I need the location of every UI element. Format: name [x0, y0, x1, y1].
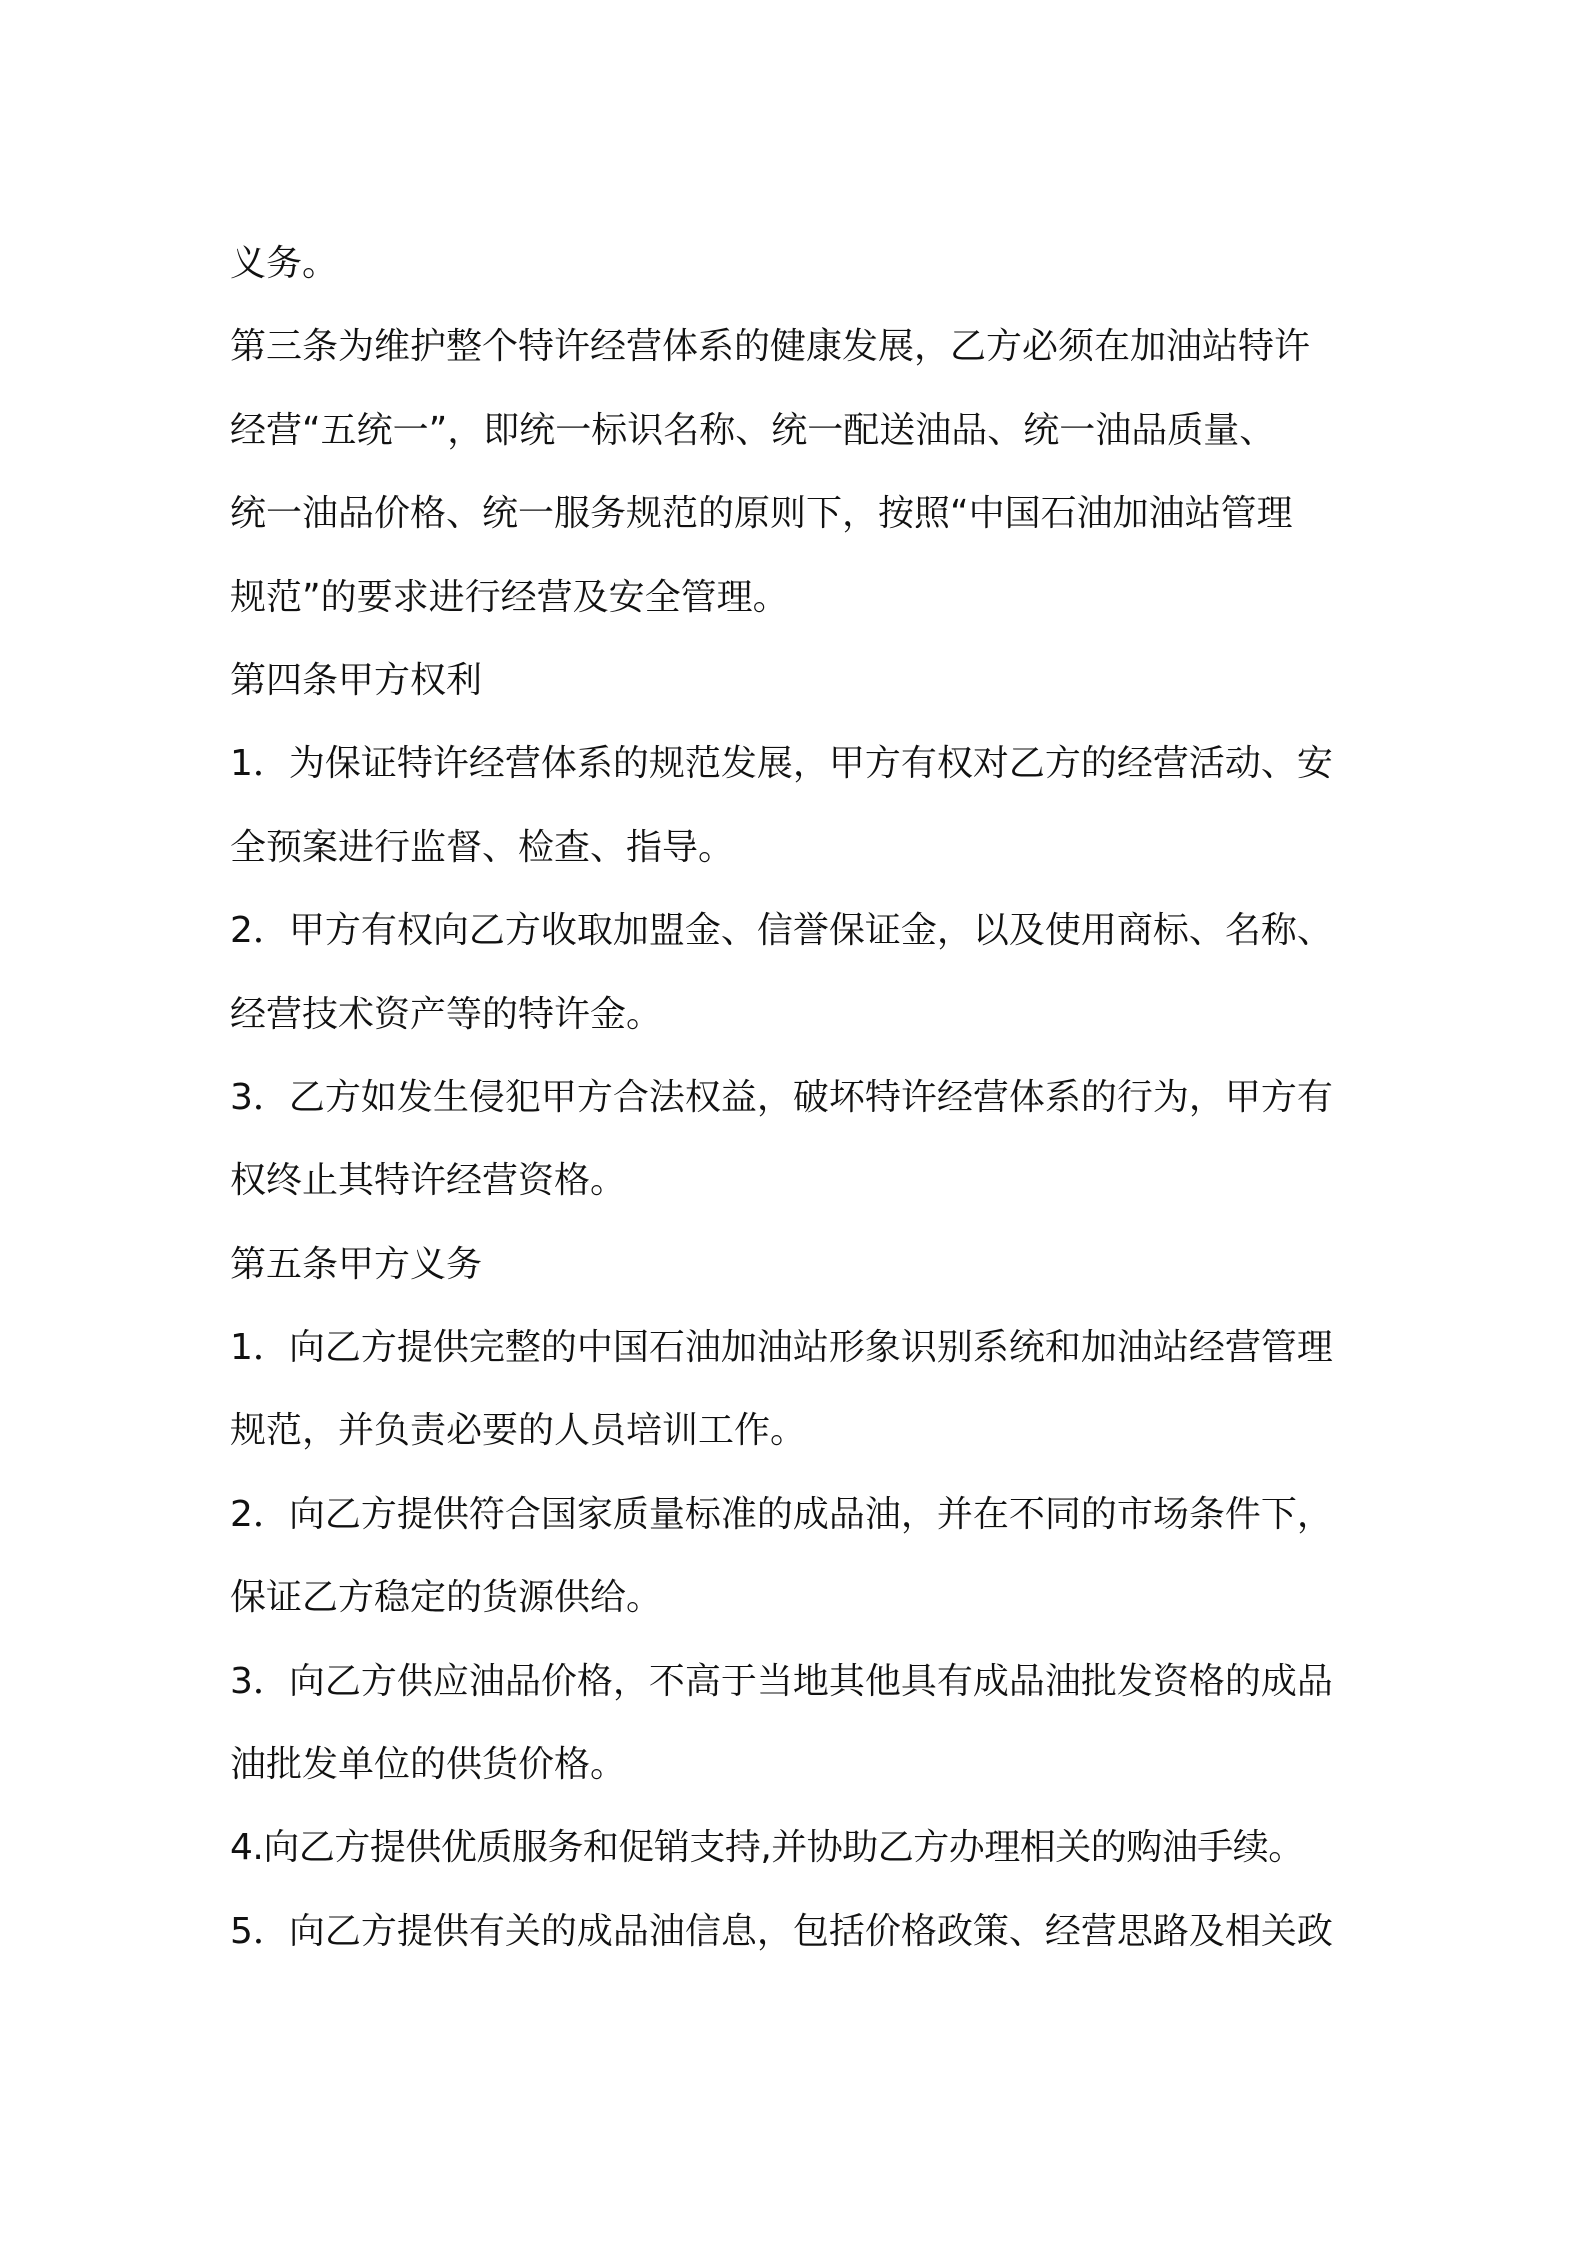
text-line: 义务。: [230, 243, 339, 284]
text-line: 全预案进行监督、检查、指导。: [230, 826, 735, 868]
text-line: 保证乙方稳定的货源供给。: [230, 1577, 663, 1619]
article-4-heading: 第四条甲方权利: [230, 659, 483, 701]
list-item-line: 2．向乙方提供符合国家质量标准的成品油，并在不同的市场条件下，: [230, 1493, 1333, 1535]
article-5-heading: 第五条甲方义务: [230, 1243, 483, 1285]
list-item-line: 1．向乙方提供完整的中国石油加油站形象识别系统和加油站经营管理: [230, 1327, 1333, 1369]
list-item-line: 1．为保证特许经营体系的规范发展，甲方有权对乙方的经营活动、安: [230, 743, 1333, 785]
list-item-line: 3．向乙方供应油品价格，不高于当地其他具有成品油批发资格的成品: [230, 1660, 1333, 1702]
text-line: 权终止其特许经营资格。: [230, 1160, 627, 1202]
text-line: 规范，并负责必要的人员培训工作。: [230, 1410, 807, 1452]
list-item-line: 5．向乙方提供有关的成品油信息，包括价格政策、经营思路及相关政: [230, 1910, 1333, 1952]
text-line: 经营技术资产等的特许金。: [230, 993, 663, 1035]
document-body: [230, 222, 1370, 1973]
list-item-line: 4.向乙方提供优质服务和促销支持,并协助乙方办理相关的购油手续。: [230, 1827, 1304, 1869]
text-line: 规范”的要求进行经营及安全管理。: [230, 576, 789, 618]
text-line: 油批发单位的供货价格。: [230, 1744, 627, 1786]
text-line: 经营“五统一”，即统一标识名称、统一配送油品、统一油品质量、: [230, 409, 1276, 451]
text-line: 统一油品价格、统一服务规范的原则下，按照“中国石油加油站管理: [230, 493, 1293, 535]
list-item-line: 3．乙方如发生侵犯甲方合法权益，破坏特许经营体系的行为，甲方有: [230, 1076, 1333, 1118]
article-3-heading-line: 第三条为维护整个特许经营体系的健康发展，乙方必须在加油站特许: [230, 326, 1311, 368]
list-item-line: 2．甲方有权向乙方收取加盟金、信誉保证金，以及使用商标、名称、: [230, 910, 1333, 952]
